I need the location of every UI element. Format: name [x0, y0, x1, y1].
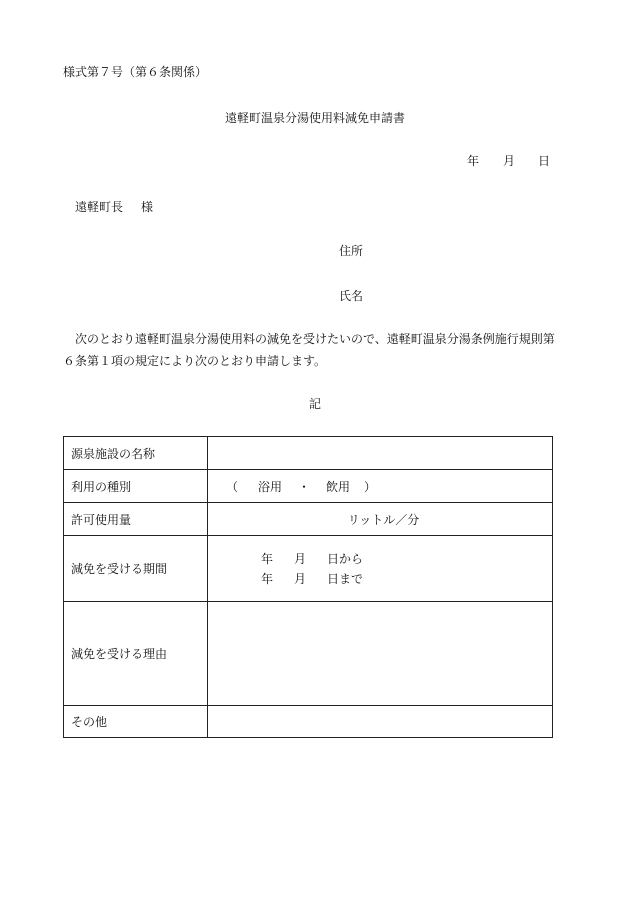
date-month-label: 月 — [503, 154, 516, 168]
applicant-name-label: 氏名 — [339, 289, 364, 303]
period-to-day: 日まで — [327, 571, 364, 586]
facility-name-label: 源泉施設の名称 — [64, 437, 208, 470]
table-row-facility — [64, 437, 553, 470]
addressee-name: 遠軽町長 — [75, 200, 124, 214]
period-to-line — [215, 569, 552, 589]
document-title: 遠軽町温泉分湯使用料減免申請書 — [224, 111, 405, 125]
usage-type-label: 利用の種別 — [64, 470, 208, 503]
table-row-usage — [64, 470, 553, 503]
facility-name-field[interactable] — [208, 437, 553, 470]
usage-option-bathing[interactable]: 浴用 — [258, 479, 283, 494]
table-row-reason — [64, 602, 553, 706]
exemption-period-field[interactable] — [208, 536, 553, 602]
other-field[interactable] — [208, 706, 553, 738]
applicant-address-label: 住所 — [339, 244, 364, 258]
period-from-day: 日から — [327, 551, 364, 566]
table-row-period — [64, 536, 553, 602]
permitted-volume-label: 許可使用量 — [64, 503, 208, 536]
period-from-year: 年 — [261, 551, 274, 566]
period-from-month: 月 — [294, 551, 307, 566]
addressee-honorific: 様 — [141, 200, 154, 214]
table-row-volume — [64, 503, 553, 536]
date-day-label: 日 — [538, 154, 551, 168]
exemption-reason-field[interactable] — [208, 602, 553, 706]
usage-separator: ・ — [298, 479, 311, 494]
exemption-period-label: 減免を受ける期間 — [64, 536, 208, 602]
volume-unit: リットル／分 — [347, 512, 420, 527]
application-statement: 次のとおり遠軽町温泉分湯使用料の減免を受けたいので、遠軽町温泉分湯条例施行規則第６条第１項の規定により次のとおり申請します。 — [63, 332, 555, 368]
period-to-year: 年 — [261, 571, 274, 586]
period-from-line — [215, 549, 552, 569]
period-to-month: 月 — [294, 571, 307, 586]
permitted-volume-field[interactable] — [208, 503, 553, 536]
table-row-other — [64, 706, 553, 738]
usage-open-paren: （ — [226, 479, 239, 494]
usage-option-drinking[interactable]: 飲用 — [326, 479, 351, 494]
other-label: その他 — [64, 706, 208, 738]
application-form-table — [63, 436, 553, 738]
exemption-reason-label: 減免を受ける理由 — [64, 602, 208, 706]
usage-close-paren: ） — [364, 479, 377, 494]
form-number: 様式第７号（第６条関係） — [63, 65, 208, 79]
date-year-label: 年 — [467, 154, 480, 168]
usage-type-field — [208, 470, 553, 503]
ki-heading: 記 — [308, 397, 321, 411]
addressee — [75, 199, 153, 215]
